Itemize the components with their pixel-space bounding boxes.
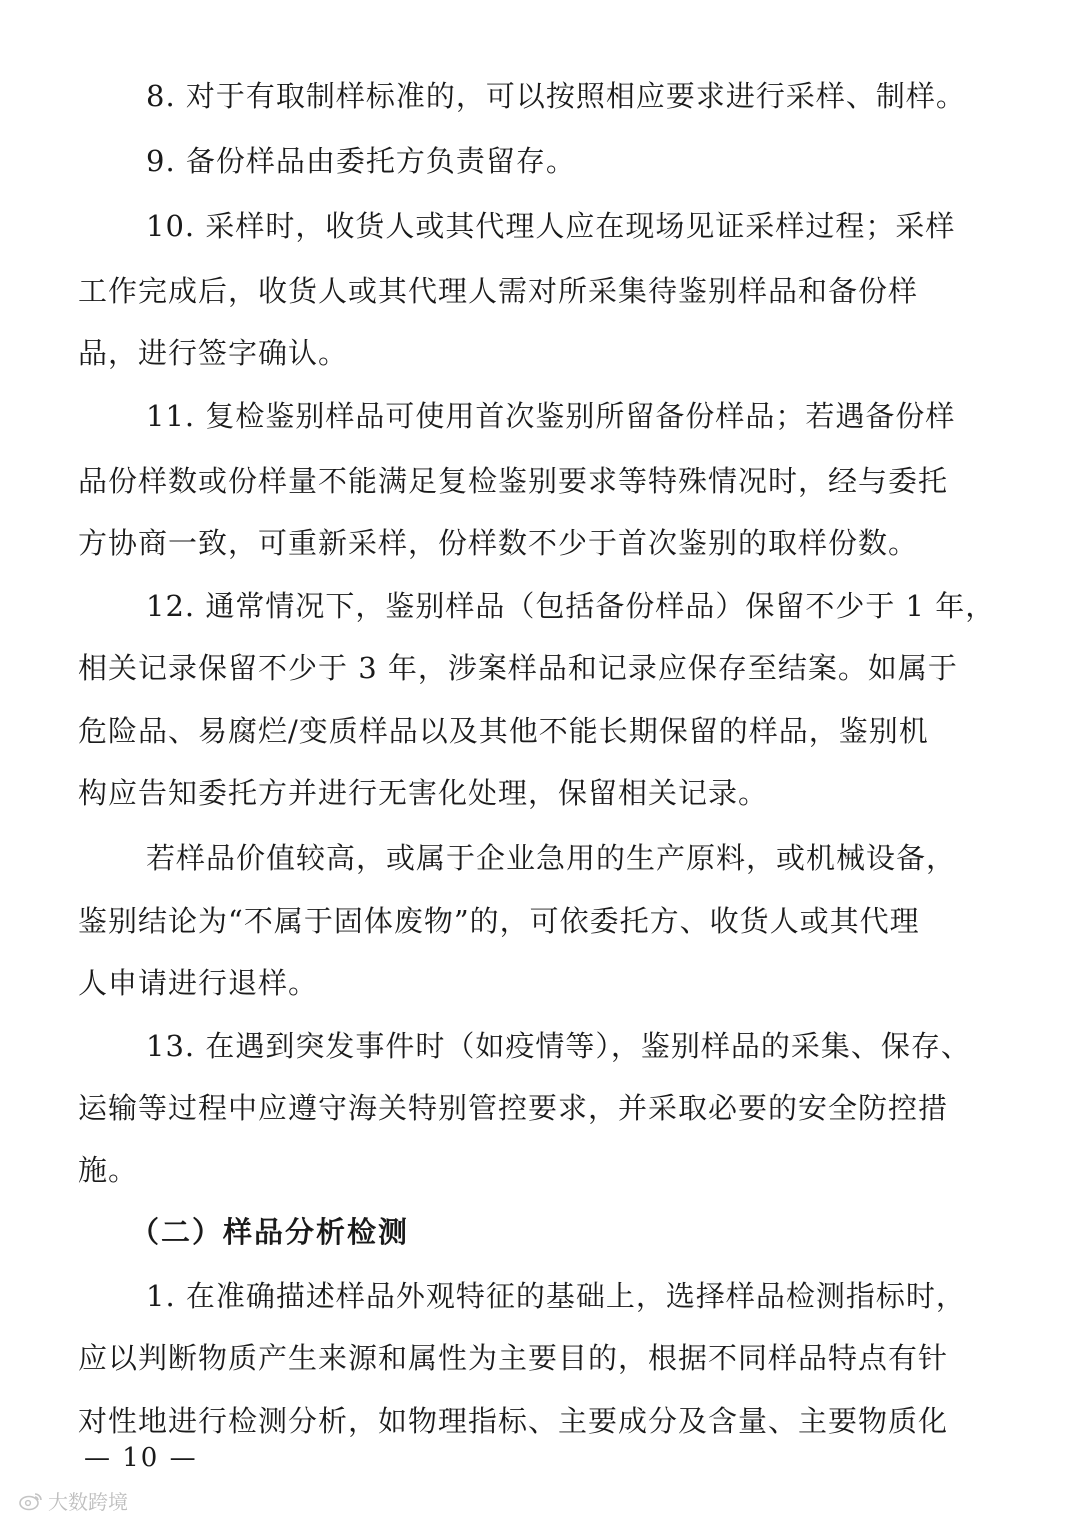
text-line: 相关记录保留不少于 3 年，涉案样品和记录应保存至结案。如属于: [78, 651, 958, 685]
weibo-logo-icon: [18, 1490, 44, 1512]
text-line: 工作完成后，收货人或其代理人需对所采集待鉴别样品和备份样: [78, 274, 919, 308]
text-line: 品，进行签字确认。: [78, 336, 349, 370]
text-line: 1. 在准确描述样品外观特征的基础上，选择样品检测指标时，: [146, 1279, 966, 1313]
text-line: 8. 对于有取制样标准的，可以按照相应要求进行采样、制样。: [146, 79, 966, 113]
watermark-text: 大数跨境: [48, 1490, 128, 1514]
page-number: — 10 —: [84, 1443, 198, 1473]
text-line: 鉴别结论为“不属于固体废物”的，可依委托方、收货人或其代理: [78, 904, 920, 938]
text-line: 12. 通常情况下，鉴别样品（包括备份样品）保留不少于 1 年，: [146, 589, 996, 623]
text-line: 人申请进行退样。: [78, 966, 319, 1000]
section-heading: （二）样品分析检测: [130, 1215, 410, 1249]
text-line: 13. 在遇到突发事件时（如疫情等），鉴别样品的采集、保存、: [146, 1029, 971, 1063]
text-line: 危险品、易腐烂/变质样品以及其他不能长期保留的样品，鉴别机: [78, 714, 929, 748]
text-line: 方协商一致，可重新采样，份样数不少于首次鉴别的取样份数。: [78, 526, 919, 560]
text-line: 品份样数或份样量不能满足复检鉴别要求等特殊情况时，经与委托: [78, 464, 949, 498]
watermark: [18, 1486, 128, 1515]
text-line: 9. 备份样品由委托方负责留存。: [146, 144, 576, 178]
text-line: 若样品价值较高，或属于企业急用的生产原料，或机械设备，: [146, 841, 957, 875]
text-line: 10. 采样时，收货人或其代理人应在现场见证采样过程；采样: [146, 209, 956, 243]
text-line: 运输等过程中应遵守海关特别管控要求，并采取必要的安全防控措: [78, 1091, 949, 1125]
text-line: 11. 复检鉴别样品可使用首次鉴别所留备份样品；若遇备份样: [146, 399, 956, 433]
text-line: 施。: [78, 1153, 139, 1187]
text-line: 构应告知委托方并进行无害化处理，保留相关记录。: [78, 776, 769, 810]
text-line: 应以判断物质产生来源和属性为主要目的，根据不同样品特点有针: [78, 1341, 949, 1375]
text-line: 对性地进行检测分析，如物理指标、主要成分及含量、主要物质化: [78, 1404, 949, 1438]
